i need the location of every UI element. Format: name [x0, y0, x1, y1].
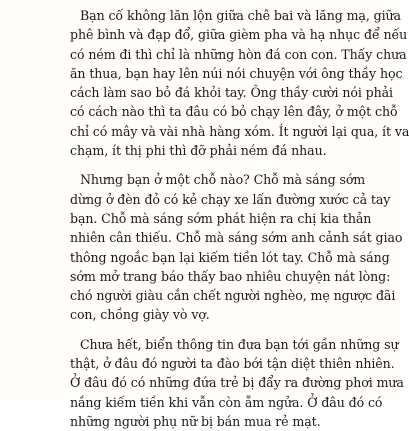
text-line: nhiên cân thiếu. Chỗ mà sáng sớm anh cảnh sát giao [70, 230, 403, 246]
page-body-text [70, 6, 409, 431]
text-line: chó người giàu cắn chết người nghèo, mẹ ngược đãi [70, 288, 396, 304]
text-line: những người phụ nữ bị bán mua rẻ mạt. [70, 413, 321, 429]
text-line: sớm mở trang báo thấy bao nhiêu chuyện nát lòng: [70, 268, 391, 284]
text-line: thật, ở đâu đó người ta đào bới tận diệt thiên nhiên. [70, 356, 395, 372]
paragraph-gap [70, 160, 370, 170]
text-line: có cách nào thì ta đâu có bỏ chạy lên đây, ở một chỗ [70, 104, 398, 120]
text-line: dừng ở đèn đỏ có kẻ chạy xe lấn đường xước cả tay [70, 191, 391, 207]
text-line: nắng kiếm tiền khi vẫn còn ẵm ngửa. Ở đâu đó có [70, 394, 383, 410]
paragraph-2 [70, 170, 403, 324]
text-line: cách làm sao bỏ đá khỏi tay. Ông thầy cười nói phải [70, 85, 393, 101]
text-line: chạm, ít thị phi thì đỡ phải ném đá nhau. [70, 143, 327, 159]
text-line: chỉ có mây và vài nhà hàng xóm. Ít người lại qua, ít va [70, 123, 409, 139]
paragraph-1 [70, 6, 409, 160]
paragraph-gap [70, 325, 370, 335]
text-line: Ở đâu đó có những đứa trẻ bị đẩy ra đường phơi mưa [70, 375, 404, 391]
text-line: thông ngoắc bạn lại kiếm tiền lót tay. Chỗ mà sáng [70, 249, 390, 265]
text-line: bạn. Chỗ mà sáng sớm phát hiện ra chị kia thản [70, 210, 372, 226]
paragraph-3 [70, 335, 404, 431]
text-line: Chưa hết, biển thông tin đưa bạn tới gần những sự [80, 336, 399, 352]
text-line: phê bình và đạp đổ, giữa gièm pha và hạ nhục để nếu [70, 27, 408, 43]
text-line: Bạn cố không lăn lộn giữa chê bai và lăng mạ, giữa [80, 8, 401, 23]
text-line: con, chồng giày vò vợ. [70, 307, 210, 323]
text-line: có ném đi thì chỉ là những hòn đá con con. Thấy chưa [70, 46, 407, 62]
text-line: ăn thua, bạn hay lên núi nói chuyện với ông thầy học [70, 65, 403, 81]
text-line: Nhưng bạn ở một chỗ nào? Chỗ mà sáng sớm [80, 172, 366, 188]
